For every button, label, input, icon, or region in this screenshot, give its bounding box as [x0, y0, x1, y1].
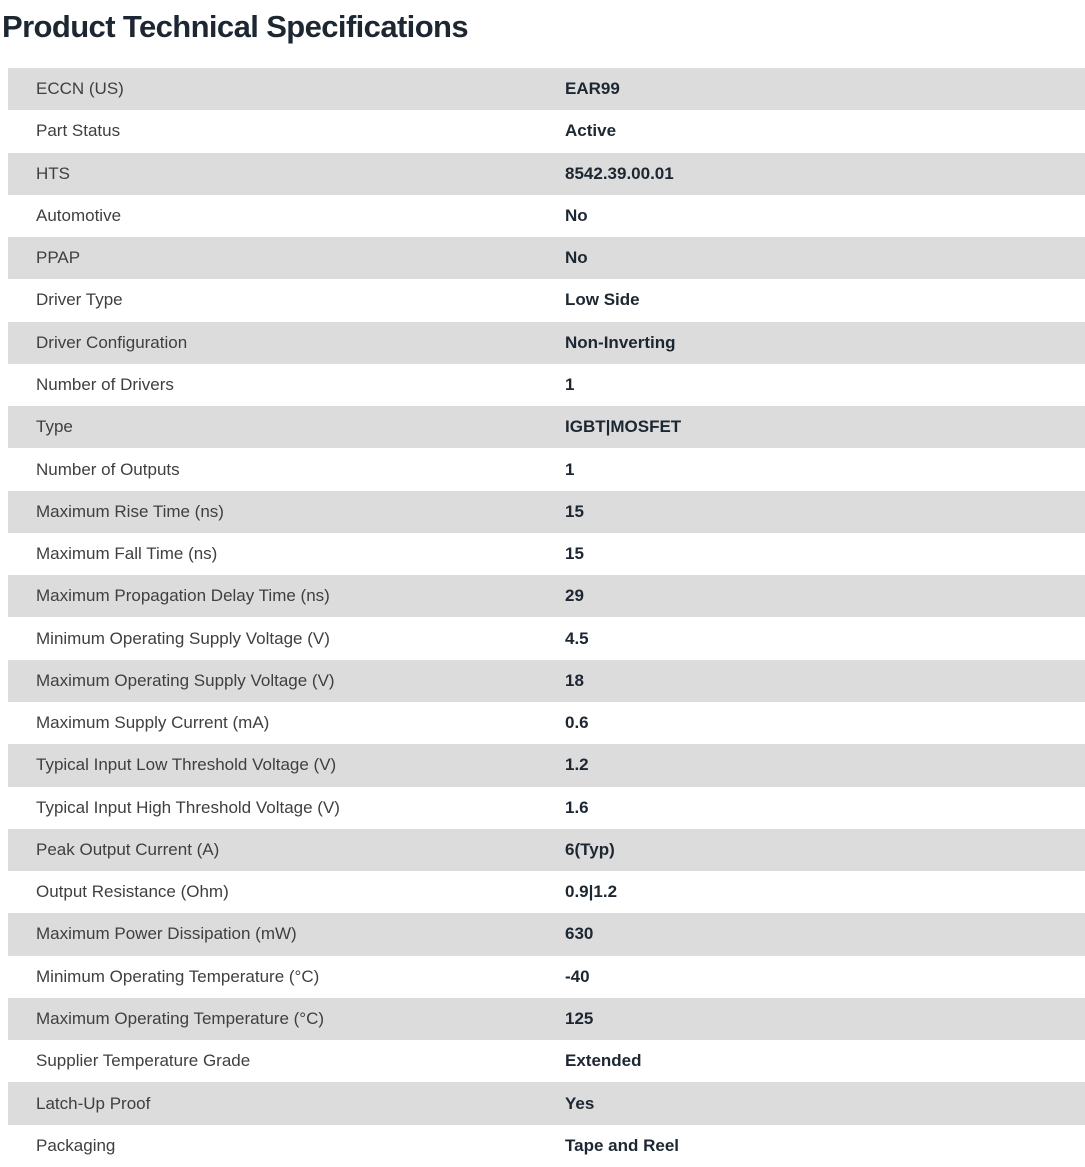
spec-label: Maximum Fall Time (ns)	[36, 544, 218, 564]
spec-value: 15	[565, 501, 584, 521]
spec-label: Typical Input Low Threshold Voltage (V)	[36, 755, 337, 775]
spec-label: Packaging	[36, 1135, 116, 1155]
spec-row	[8, 913, 1085, 955]
spec-row	[8, 787, 1085, 829]
spec-row	[8, 279, 1085, 321]
spec-value: 1.6	[565, 797, 589, 817]
spec-row	[8, 1125, 1085, 1167]
spec-label: Latch-Up Proof	[36, 1093, 151, 1113]
spec-row	[8, 575, 1085, 617]
spec-label: Maximum Rise Time (ns)	[36, 501, 224, 521]
spec-value: 29	[565, 586, 584, 606]
spec-row	[8, 956, 1085, 998]
spec-label: Part Status	[36, 121, 121, 141]
spec-label: Maximum Supply Current (mA)	[36, 713, 270, 733]
header	[0, 0, 1085, 68]
spec-row	[8, 110, 1085, 152]
spec-row	[8, 998, 1085, 1040]
spec-label: Peak Output Current (A)	[36, 839, 220, 859]
spec-value: Yes	[565, 1093, 595, 1113]
spec-value: 6(Typ)	[565, 839, 615, 859]
spec-row	[8, 1040, 1085, 1082]
spec-row	[8, 491, 1085, 533]
spec-value: 630	[565, 924, 594, 944]
spec-label: Driver Configuration	[36, 332, 188, 352]
spec-value: Extended	[565, 1051, 642, 1071]
spec-value: -40	[565, 966, 590, 986]
spec-row	[8, 68, 1085, 110]
spec-value: No	[565, 248, 588, 268]
spec-row	[8, 871, 1085, 913]
spec-label: PPAP	[36, 248, 81, 268]
spec-value: 125	[565, 1008, 594, 1028]
spec-row	[8, 660, 1085, 702]
spec-table	[8, 68, 1085, 1167]
spec-label: Number of Drivers	[36, 374, 174, 394]
page-title: Product Technical Specifications	[2, 9, 469, 44]
spec-label: HTS	[36, 163, 70, 183]
spec-row	[8, 322, 1085, 364]
spec-value: Tape and Reel	[565, 1135, 679, 1155]
spec-value: 0.6	[565, 713, 589, 733]
spec-label: ECCN (US)	[36, 79, 124, 99]
spec-value: Non-Inverting	[565, 332, 676, 352]
spec-value: No	[565, 205, 588, 225]
spec-label: Maximum Operating Supply Voltage (V)	[36, 670, 335, 690]
spec-label: Minimum Operating Supply Voltage (V)	[36, 628, 330, 648]
spec-row	[8, 237, 1085, 279]
spec-label: Type	[36, 417, 73, 437]
spec-label: Supplier Temperature Grade	[36, 1051, 251, 1071]
spec-label: Automotive	[36, 205, 122, 225]
spec-value: 0.9|1.2	[565, 882, 618, 902]
spec-row	[8, 195, 1085, 237]
spec-value: 4.5	[565, 628, 589, 648]
spec-value: IGBT|MOSFET	[565, 417, 682, 437]
spec-row	[8, 1082, 1085, 1124]
spec-row	[8, 533, 1085, 575]
spec-row	[8, 617, 1085, 659]
spec-value: 1	[565, 459, 575, 479]
spec-value: 18	[565, 670, 584, 690]
spec-label: Maximum Power Dissipation (mW)	[36, 924, 297, 944]
spec-row	[8, 406, 1085, 448]
spec-row	[8, 364, 1085, 406]
spec-value: 15	[565, 544, 584, 564]
spec-label: Minimum Operating Temperature (°C)	[36, 966, 320, 986]
spec-row	[8, 744, 1085, 786]
spec-row	[8, 702, 1085, 744]
spec-row	[8, 829, 1085, 871]
spec-value: EAR99	[565, 79, 620, 99]
spec-label: Driver Type	[36, 290, 123, 310]
spec-label: Maximum Operating Temperature (°C)	[36, 1008, 325, 1028]
spec-row	[8, 448, 1085, 490]
spec-value: Active	[565, 121, 617, 141]
spec-label: Typical Input High Threshold Voltage (V)	[36, 797, 340, 817]
spec-label: Maximum Propagation Delay Time (ns)	[36, 586, 330, 606]
spec-row	[8, 153, 1085, 195]
spec-value: 1	[565, 374, 575, 394]
spec-value: 1.2	[565, 755, 589, 775]
spec-value: Low Side	[565, 290, 640, 310]
spec-label: Output Resistance (Ohm)	[36, 882, 229, 902]
spec-label: Number of Outputs	[36, 459, 180, 479]
spec-value: 8542.39.00.01	[565, 163, 674, 183]
